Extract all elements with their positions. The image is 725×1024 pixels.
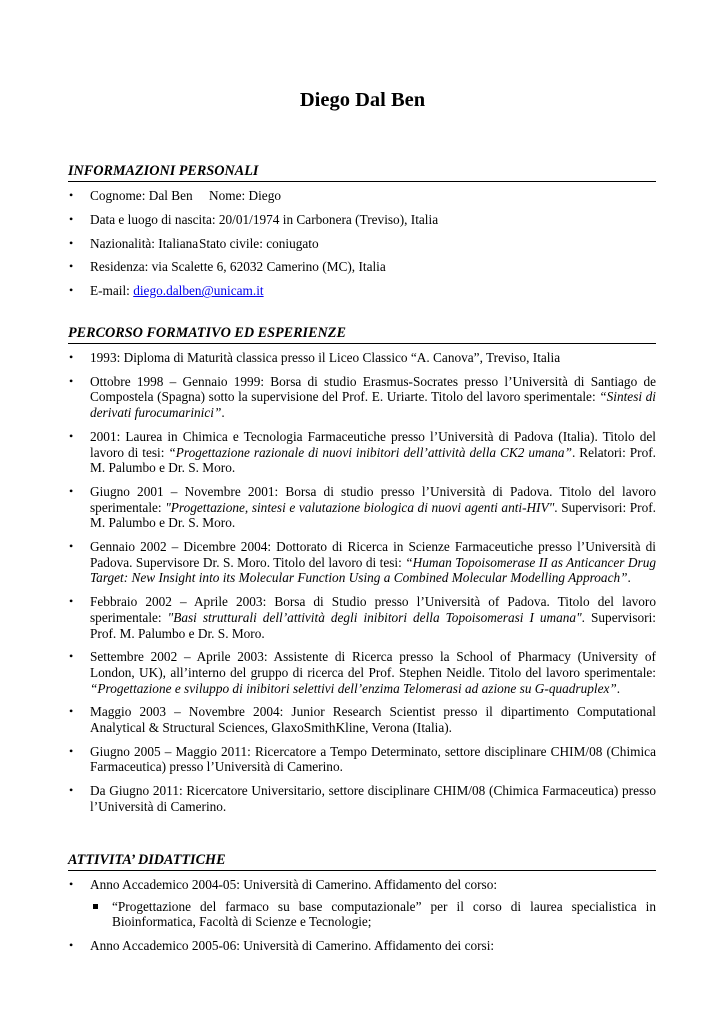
item-text: Giugno 2005 – Maggio 2011: Ricercatore a Tempo Determinato, settore disciplinare CHIM/08 (Chimica Farmaceutica) presso l’Università di Camerino. bbox=[90, 743, 656, 775]
list-item bbox=[68, 938, 656, 954]
residence-text: Residenza: via Scalette 6, 62032 Camerino (MC), Italia bbox=[90, 259, 386, 275]
item-text-tail: . bbox=[616, 680, 621, 696]
list-item bbox=[68, 877, 656, 930]
section-personal-info bbox=[68, 162, 656, 299]
nationality-text: Nazionalità: Italiana bbox=[90, 235, 199, 251]
list-item bbox=[68, 188, 656, 204]
section-heading: INFORMAZIONI PERSONALI bbox=[68, 162, 656, 182]
item-title-italic: “Progettazione e sviluppo di inibitori selettivi dell’enzima Telomerasi ad azione su G-quadruplex” bbox=[90, 680, 617, 696]
personal-info-list bbox=[68, 188, 656, 299]
list-item bbox=[68, 783, 656, 814]
list-item bbox=[68, 350, 656, 366]
item-title-italic: "Basi strutturali dell’attività degli inibitori della Topoisomerasi I umana" bbox=[167, 609, 582, 625]
list-item bbox=[68, 649, 656, 696]
teaching-list bbox=[68, 877, 656, 954]
list-item bbox=[68, 212, 656, 228]
item-text-tail: . Supervisori: Prof. M. Palumbo e Dr. S. Moro. bbox=[90, 499, 656, 531]
item-text: Febbraio 2002 – Aprile 2003: Borsa di Studio presso l’Università of Padova. Titolo del lavoro sperimentale: bbox=[90, 594, 656, 625]
item-text: Giugno 2001 – Novembre 2001: Borsa di studio presso l’Università di Padova. Titolo del lavoro sperimentale: bbox=[90, 483, 656, 515]
list-item bbox=[68, 429, 656, 476]
item-text: Ottobre 1998 – Gennaio 1999: Borsa di studio Erasmus-Socrates presso l’Università di Santiago de Compostela (Spagna) sotto la supervisione del Prof. E. Uriarte. Titolo del lavoro sperimentale: bbox=[90, 373, 656, 405]
course-item: “Progettazione del farmaco su base computazionale” per il corso di laurea specialistica in Bioinformatica, Facoltà di Scienze e Tecnologie; bbox=[90, 899, 656, 930]
item-text: Maggio 2003 – Novembre 2004: Junior Research Scientist presso il dipartimento Computational Analytical & Structural Sciences, GlaxoSmithKline, Verona (Italia). bbox=[90, 704, 656, 736]
list-item bbox=[68, 539, 656, 586]
section-heading: PERCORSO FORMATIVO ED ESPERIENZE bbox=[68, 324, 656, 344]
section-education-experience bbox=[68, 324, 656, 815]
list-item bbox=[68, 236, 656, 252]
list-item bbox=[68, 484, 656, 531]
teaching-year-text: Anno Accademico 2005-06: Università di Camerino. Affidamento dei corsi: bbox=[90, 938, 495, 954]
section-teaching bbox=[68, 851, 656, 954]
item-text-tail: . bbox=[221, 405, 225, 421]
course-list bbox=[90, 899, 656, 930]
item-text: 2001: Laurea in Chimica e Tecnologia Farmaceutiche presso l’Università di Padova (Italia). Titolo del lavoro di tesi: bbox=[90, 428, 656, 460]
item-title-italic: “Human Topoisomerase II as Anticancer Drug Target: New Insight into its Molecular Function Using a Combined Molecular Modelling Approach” bbox=[90, 554, 656, 586]
list-item bbox=[68, 374, 656, 421]
list-item bbox=[68, 259, 656, 275]
item-text: Settembre 2002 – Aprile 2003: Assistente di Ricerca presso la School of Pharmacy (University of London, UK), all’interno del gruppo di ricerca del Prof. Stephen Neidle. Titolo del lavoro sperimentale: bbox=[90, 649, 656, 680]
section-heading: ATTIVITA’ DIDATTICHE bbox=[68, 851, 656, 871]
item-text: Gennaio 2002 – Dicembre 2004: Dottorato di Ricerca in Scienze Farmaceutiche presso l’Università di Padova. Supervisore Dr. S. Moro. Titolo del lavoro di tesi: bbox=[90, 539, 656, 570]
item-text-tail: . bbox=[627, 570, 631, 586]
list-item bbox=[68, 744, 656, 775]
item-text: Da Giugno 2011: Ricercatore Universitario, settore disciplinare CHIM/08 (Chimica Farmaceutica) presso l’Università di Camerino. bbox=[90, 783, 656, 814]
marital-status-text: Stato civile: coniugato bbox=[199, 235, 319, 251]
education-list bbox=[68, 350, 656, 815]
item-title-italic: “Progettazione razionale di nuovi inibitori dell’attività della CK2 umana” bbox=[168, 444, 572, 460]
list-item bbox=[68, 704, 656, 735]
item-title-italic: “Sintesi di derivati furocumarinici” bbox=[90, 389, 656, 421]
email-link[interactable]: diego.dalben@unicam.it bbox=[133, 283, 264, 299]
teaching-year-text: Anno Accademico 2004-05: Università di Camerino. Affidamento del corso: bbox=[90, 877, 498, 892]
surname-text: Cognome: Dal Ben bbox=[90, 188, 193, 203]
email-label: E-mail: bbox=[90, 283, 134, 299]
item-text: 1993: Diploma di Maturità classica presso il Liceo Classico “A. Canova”, Treviso, Italia bbox=[90, 350, 561, 365]
list-item bbox=[68, 283, 656, 299]
item-text-tail: . Relatori: Prof. M. Palumbo e Dr. S. Moro. bbox=[90, 444, 656, 476]
firstname-text: Nome: Diego bbox=[209, 188, 282, 203]
page-title: Diego Dal Ben bbox=[299, 89, 426, 111]
birth-text: Data e luogo di nascita: 20/01/1974 in Carbonera (Treviso), Italia bbox=[90, 211, 439, 227]
item-title-italic: "Progettazione, sintesi e valutazione biologica di nuovi agenti anti-HIV" bbox=[165, 499, 555, 515]
list-item bbox=[68, 594, 656, 641]
item-text-tail: . Supervisori: Prof. M. Palumbo e Dr. S. Moro. bbox=[90, 609, 657, 641]
